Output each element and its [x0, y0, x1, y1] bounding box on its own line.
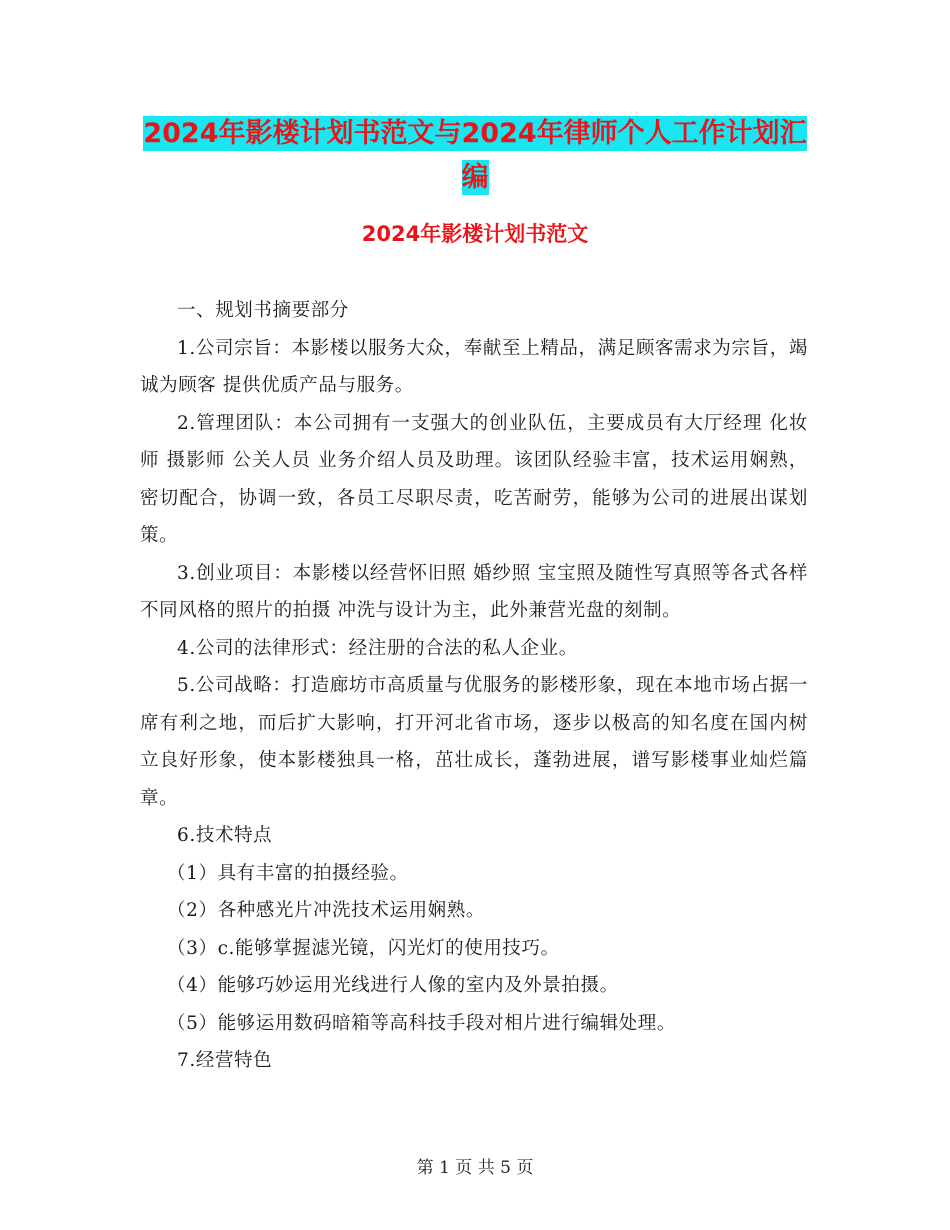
paragraph-business-project: 3.创业项目：本影楼以经营怀旧照 婚纱照 宝宝照及随性写真照等各式各样不同风格的照片的拍摄 冲洗与设计为主，此外兼营光盘的刻制。: [140, 562, 808, 621]
list-item: （3）c.能够掌握滤光镜，闪光灯的使用技巧。: [167, 937, 560, 959]
page-footer: 第 1 页 共 5 页: [416, 1158, 534, 1178]
paragraph-management-team: 2.管理团队：本公司拥有一支强大的创业队伍，主要成员有大厅经理 化妆师 摄影师 公关人员 业务介绍人员及助理。该团队经验丰富，技术运用娴熟，密切配合，协调一致，各员工尽职尽责，吃苦耐劳，能够为公司的进展出谋划策。: [140, 412, 808, 546]
heading-technical-features: 6.技术特点: [177, 825, 273, 846]
document-title-text: 2024年影楼计划书范文与2024年律师个人工作计划汇编: [143, 118, 807, 193]
list-item: （4）能够巧妙运用光线进行人像的室内及外景拍摄。: [167, 975, 619, 996]
document-title: [140, 112, 810, 200]
paragraph-company-strategy: 5.公司战略：打造廊坊市高质量与优服务的影楼形象，现在本地市场占据一席有利之地，而后扩大影响，打开河北省市场，逐步以极高的知名度在国内树立良好形象，使本影楼独具一格，茁壮成长，蓬勃进展，谱写影楼事业灿烂篇章。: [140, 675, 808, 809]
heading-business-features: 7.经营特色: [177, 1050, 273, 1071]
heading-summary: 一、规划书摘要部分: [177, 300, 349, 321]
paragraph-company-purpose: 1.公司宗旨：本影楼以服务大众，奉献至上精品，满足顾客需求为宗旨，竭诚为顾客 提供优质产品与服务。: [140, 337, 808, 396]
document-body: [140, 292, 808, 1080]
paragraph-legal-form: 4.公司的法律形式：经注册的合法的私人企业。: [177, 637, 578, 659]
list-item: （2）各种感光片冲洗技术运用娴熟。: [167, 900, 485, 921]
list-item: （5）能够运用数码暗箱等高科技手段对相片进行编辑处理。: [167, 1012, 676, 1034]
list-item: （1）具有丰富的拍摄经验。: [167, 862, 409, 884]
section-title: 2024年影楼计划书范文: [361, 222, 589, 246]
